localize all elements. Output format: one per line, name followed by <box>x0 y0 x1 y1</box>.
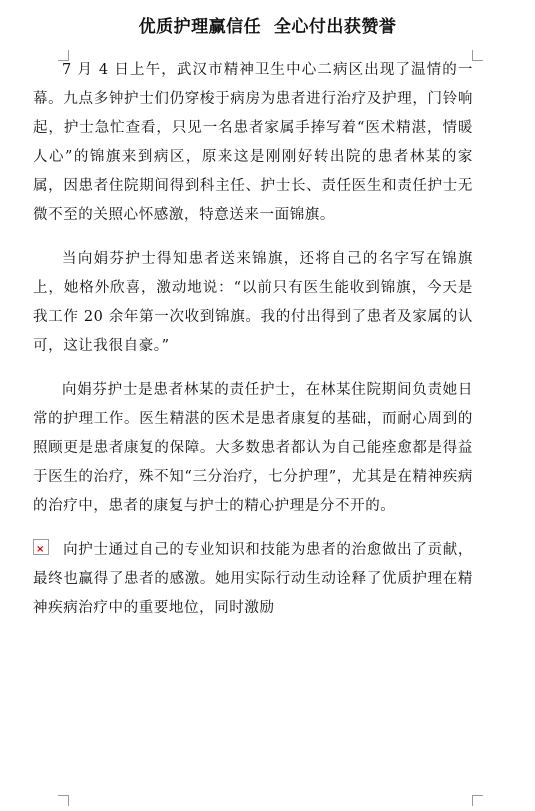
page-corner-mark <box>472 795 483 806</box>
broken-image-icon[interactable]: × <box>33 539 49 555</box>
paragraph-2: 当向娟芬护士得知患者送来锦旗，还将自己的名字写在锦旗上，她格外欣喜，激动地说：“以前只有医生能收到锦旗，今天是我工作 20 余年第一次收到锦旗。我的付出得到了患者及家属的认可，这让我很自豪。” <box>33 251 473 354</box>
document-body[interactable] <box>33 56 473 623</box>
page-corner-mark <box>472 50 483 61</box>
paragraph-3: 向娟芬护士是患者林某的责任护士，在林某住院期间负责她日常的护理工作。医生精湛的医术是患者康复的基础，而耐心周到的照顾更是患者康复的保障。大多数患者都认为自己能痊愈都是得益于医生的治疗，殊不知“三分治疗，七分护理”，尤其是在精神疾病的治疗中，患者的康复与护士的精心护理是分不开的。 <box>33 382 473 514</box>
page-corner-mark <box>58 795 69 806</box>
paragraph-1: 7 月 4 日上午，武汉市精神卫生中心二病区出现了温情的一幕。九点多钟护士们仍穿梭于病房为患者进行治疗及护理，门铃响起，护士急忙查看，只见一名患者家属手捧写着“医术精湛，情暖人心”的锦旗来到病区，原来这是刚刚好转出院的患者林某的家属，因患者住院期间得到科主任、护士长、责任医生和责任护士无微不至的关照心怀感激，特意送来一面锦旗。 <box>33 62 473 223</box>
paragraph-4 <box>33 536 473 623</box>
paragraph-4-text: 向护士通过自己的专业知识和技能为患者的治愈做出了贡献，最终也赢得了患者的感激。她用实际行动生动诠释了优质护理在精神疾病治疗中的重要地位，同时激励 <box>33 542 473 616</box>
document-title: 优质护理赢信任 全心付出获赞誉 <box>138 17 397 37</box>
